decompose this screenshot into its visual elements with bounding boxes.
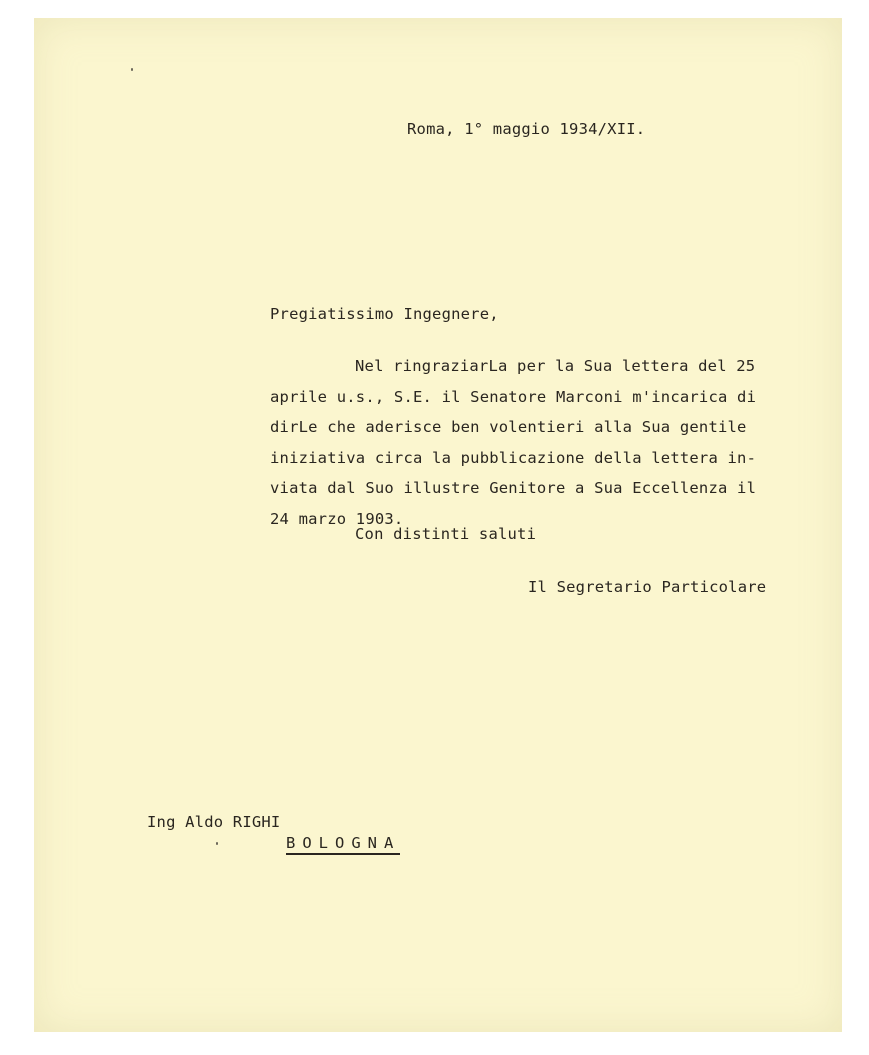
body-line: viata dal Suo illustre Genitore a Sua Eccellenza il bbox=[270, 479, 757, 498]
body-line: iniziativa circa la pubblicazione della lettera in- bbox=[270, 448, 757, 467]
paper-speck bbox=[216, 842, 218, 845]
body-line: Nel ringraziarLa per la Sua lettera del 25 bbox=[355, 357, 756, 375]
salutation: Pregiatissimo Ingegnere, bbox=[270, 305, 499, 323]
signature-title: Il Segretario Particolare bbox=[528, 578, 767, 596]
body-line: dirLe che aderisce ben volentieri alla Sua gentile bbox=[270, 418, 747, 437]
letter-body bbox=[270, 351, 810, 535]
paper-speck bbox=[131, 68, 133, 71]
recipient-name: Ing Aldo RIGHI bbox=[147, 813, 281, 831]
body-line: 24 marzo 1903. bbox=[270, 509, 404, 528]
closing: Con distinti saluti bbox=[355, 525, 537, 543]
recipient-city: BOLOGNA bbox=[286, 834, 400, 855]
letter-sheet bbox=[34, 18, 842, 1032]
body-line: aprile u.s., S.E. il Senatore Marconi m'incarica di bbox=[270, 387, 757, 406]
date-line: Roma, 1° maggio 1934/XII. bbox=[407, 120, 646, 138]
